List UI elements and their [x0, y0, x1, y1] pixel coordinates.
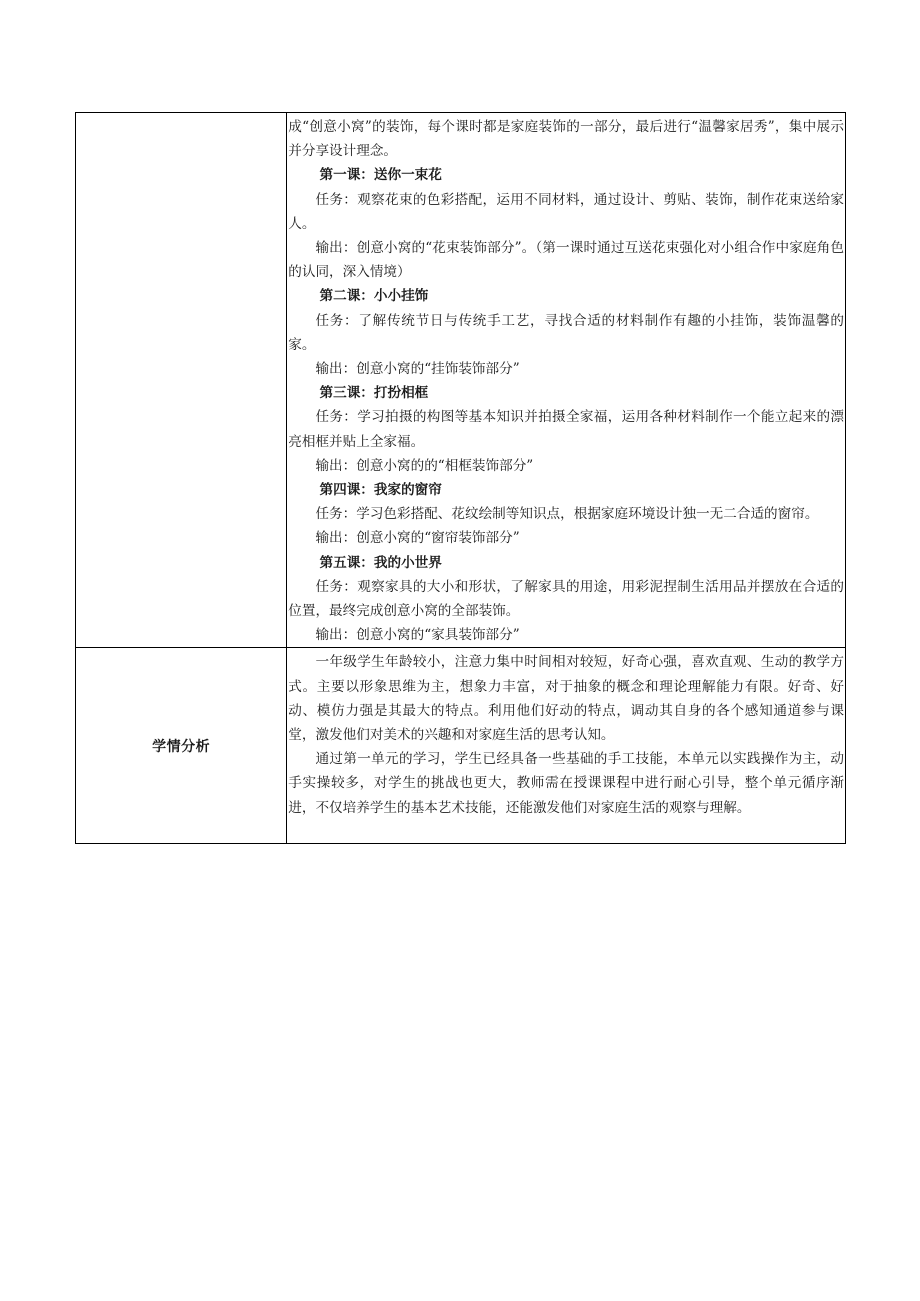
student-analysis-paragraph-1: 一年级学生年龄较小，注意力集中时间相对较短，好奇心强，喜欢直观、生动的教学方式。主要以形象思维为主，想象力丰富，对于抽象的概念和理论理解能力有限。好奇、好动、模仿力强是其最大的特点。利用他们好动的特点，调动其自身的各个感知通道参与课堂，激发他们对美术的兴趣和对家庭生活的思考认知。	[288, 654, 844, 744]
lesson-4-task: 任务：学习色彩搭配、花纹绘制等知识点，根据家庭环境设计独一无二合适的窗帘。	[315, 506, 819, 523]
unit-design-content-cell	[287, 113, 846, 648]
lesson-1-title: 第一课：送你一束花	[319, 167, 442, 184]
lesson-1-output: 输出：创意小窝的“花束装饰部分”。（第一课时通过互送花束强化对小组合作中家庭角色的认同，深入情境）	[288, 240, 844, 281]
student-analysis-label: 学情分析	[76, 648, 287, 843]
lesson-plan-table	[75, 112, 846, 844]
unit-design-label-cell	[76, 113, 287, 648]
lesson-3-title: 第三课：打扮相框	[319, 385, 429, 402]
unit-intro-text: 成“创意小窝”的装饰，每个课时都是家庭装饰的一部分，最后进行“温馨家居秀”，集中展示并分享设计理念。	[288, 119, 844, 160]
student-analysis-row	[76, 648, 846, 843]
student-analysis-paragraph-2: 通过第一单元的学习，学生已经具备一些基础的手工技能，本单元以实践操作为主，动手实操较多，对学生的挑战也更大，教师需在授课课程中进行耐心引导，整个单元循序渐进，不仅培养学生的基本艺术技能，还能激发他们对家庭生活的观察与理解。	[288, 751, 844, 816]
lesson-4-title: 第四课：我家的窗帘	[319, 482, 442, 499]
lesson-1-task: 任务：观察花束的色彩搭配，运用不同材料，通过设计、剪贴、装饰，制作花束送给家人。	[288, 191, 844, 232]
lesson-2-task: 任务：了解传统节日与传统手工艺，寻找合适的材料制作有趣的小挂饰，装饰温馨的家。	[288, 312, 844, 353]
lesson-3-task: 任务：学习拍摄的构图等基本知识并拍摄全家福，运用各种材料制作一个能立起来的漂亮相框并贴上全家福。	[288, 409, 844, 450]
lesson-2-title: 第二课：小小挂饰	[319, 288, 429, 305]
unit-design-row	[76, 113, 846, 648]
lesson-5-title: 第五课：我的小世界	[319, 554, 442, 571]
lesson-5-output: 输出：创意小窝的“家具装饰部分”	[315, 627, 520, 644]
student-analysis-content-cell	[287, 648, 846, 843]
lesson-4-output: 输出：创意小窝的“窗帘装饰部分”	[315, 530, 520, 547]
lesson-2-output: 输出：创意小窝的“挂饰装饰部分”	[315, 361, 520, 378]
lesson-5-task: 任务：观察家具的大小和形状，了解家具的用途，用彩泥捏制生活用品并摆放在合适的位置，最终完成创意小窝的全部装饰。	[288, 578, 844, 620]
lesson-3-output: 输出：创意小窝的的“相框装饰部分”	[315, 457, 534, 474]
